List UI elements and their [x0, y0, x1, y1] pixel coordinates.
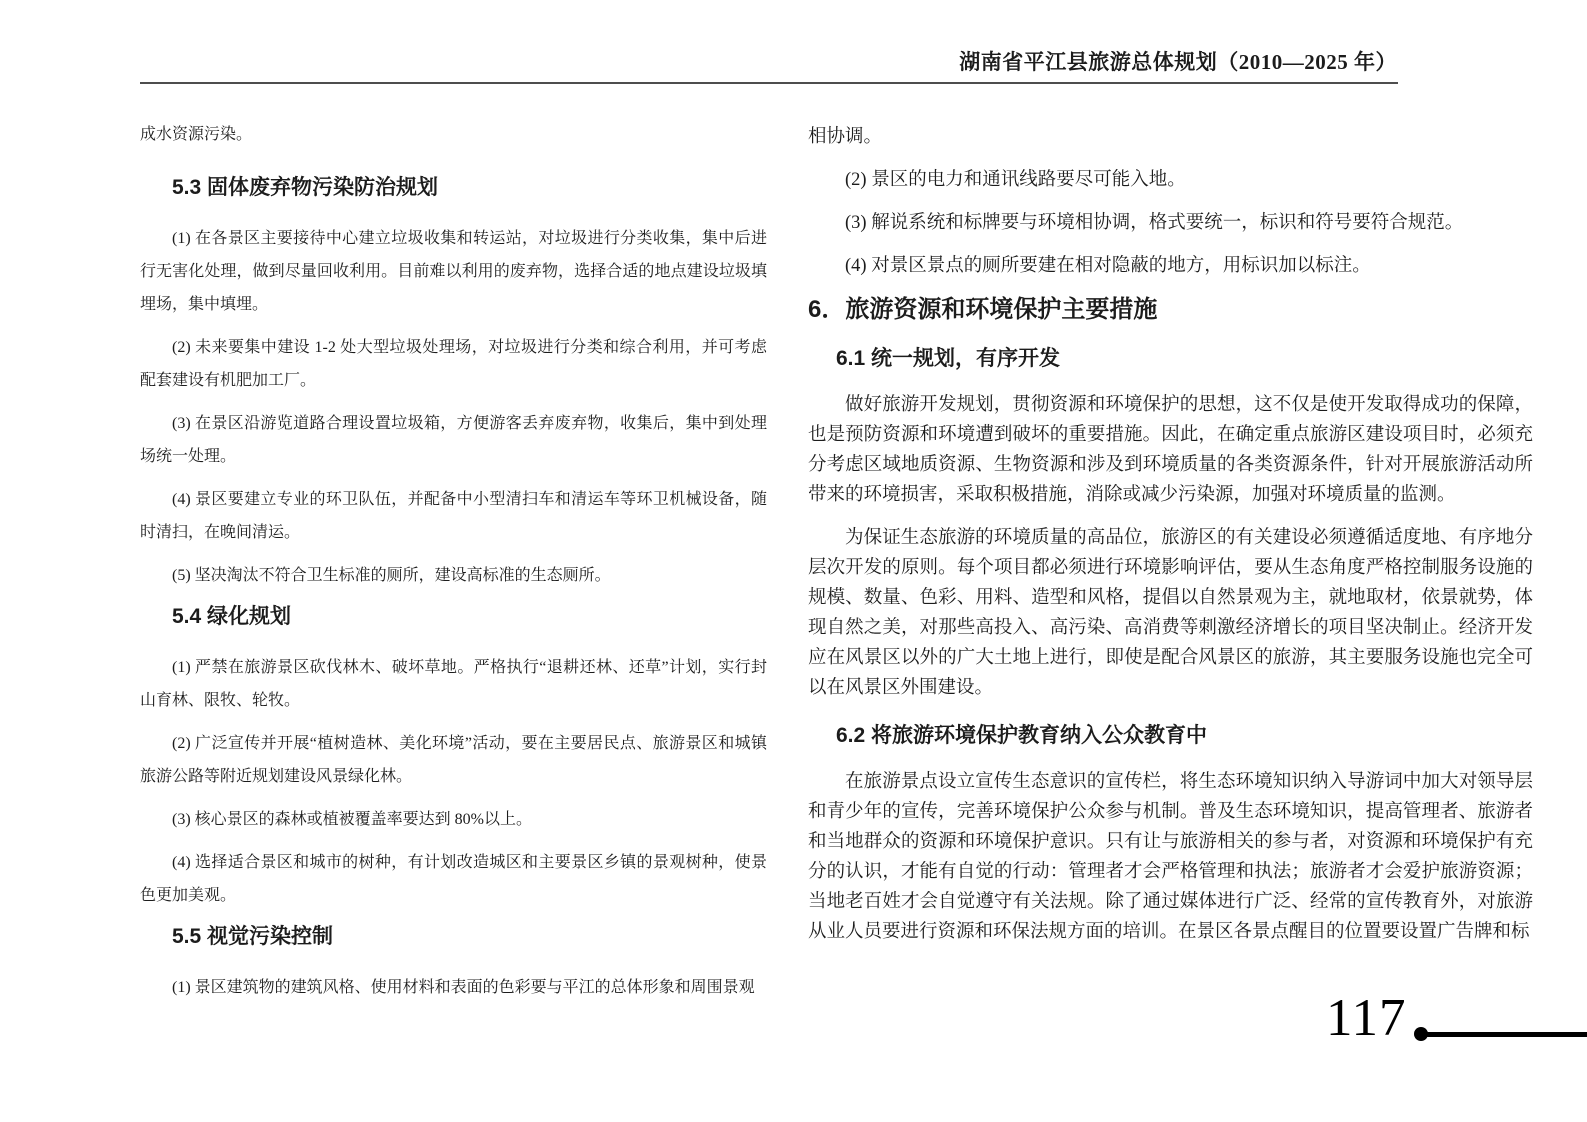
left-column: [140, 112, 767, 1014]
chapter-heading: 6．旅游资源和环境保护主要措施: [808, 296, 1158, 323]
paragraph: (3) 在景区沿游览道路合理设置垃圾箱，方便游客丢弃废弃物，收集后，集中到处理场统一处理。: [140, 415, 767, 465]
paragraph: (2) 未来要集中建设 1-2 处大型垃圾处理场，对垃圾进行分类和综合利用，并可考虑配套建设有机肥加工厂。: [140, 339, 767, 389]
footer-dot: [1414, 1027, 1428, 1041]
paragraph: (4) 对景区景点的厕所要建在相对隐蔽的地方，用标识加以标注。: [845, 256, 1371, 276]
paragraph: (3) 核心景区的森林或植被覆盖率要达到 80%以上。: [172, 811, 532, 828]
section-heading: 6.1 统一规划，有序开发: [836, 347, 1061, 370]
paragraph: (1) 景区建筑物的建筑风格、使用材料和表面的色彩要与平江的总体形象和周围景观: [172, 979, 755, 996]
section-heading: 5.4 绿化规划: [172, 605, 292, 628]
paragraph: (3) 解说系统和标牌要与环境相协调，格式要统一，标识和符号要符合规范。: [845, 213, 1464, 233]
right-column: [808, 112, 1533, 960]
page-number: 117: [1326, 989, 1407, 1047]
paragraph: (4) 景区要建立专业的环卫队伍，并配备中小型清扫车和清运车等环卫机械设备，随时清扫，在晚间清运。: [140, 491, 767, 541]
header-rule: [140, 82, 1398, 84]
section-heading: 6.2 将旅游环境保护教育纳入公众教育中: [836, 724, 1208, 747]
paragraph: (1) 在各景区主要接待中心建立垃圾收集和转运站，对垃圾进行分类收集，集中后进行无害化处理，做到尽量回收利用。目前难以利用的废弃物，选择合适的地点建设垃圾填埋场，集中填埋。: [140, 230, 767, 313]
paragraph: 做好旅游开发规划，贯彻资源和环境保护的思想，这不仅是使开发取得成功的保障，也是预防资源和环境遭到破坏的重要措施。因此，在确定重点旅游区建设项目时，必须充分考虑区域地质资源、生物资源和涉及到环境质量的各类资源条件，针对开展旅游活动所带来的环境损害，采取积极措施，消除或减少污染源，加强对环境质量的监测。: [808, 395, 1533, 505]
footer-rule: [1427, 1032, 1587, 1037]
paragraph: 在旅游景点设立宣传生态意识的宣传栏，将生态环境知识纳入导游词中加大对领导层和青少年的宣传，完善环境保护公众参与机制。普及生态环境知识，提高管理者、旅游者和当地群众的资源和环境保护意识。只有让与旅游相关的参与者，对资源和环境保护有充分的认识，才能有自觉的行动：管理者才会严格管理和执法；旅游者才会爱护旅游资源；当地老百姓才会自觉遵守有关法规。除了通过媒体进行广泛、经常的宣传教育外，对旅游从业人员要进行资源和环保法规方面的培训。在景区各景点醒目的位置要设置广告牌和标: [808, 772, 1533, 942]
paragraph: (4) 选择适合景区和城市的树种，有计划改造城区和主要景区乡镇的景观树种，使景色更加美观。: [140, 854, 767, 904]
paragraph: (2) 广泛宣传并开展“植树造林、美化环境”活动，要在主要居民点、旅游景区和城镇旅游公路等附近规划建设风景绿化林。: [140, 735, 767, 785]
section-heading: 5.5 视觉污染控制: [172, 925, 334, 948]
paragraph-continuation: 相协调。: [808, 127, 883, 147]
paragraph: (2) 景区的电力和通讯线路要尽可能入地。: [845, 170, 1186, 190]
paragraph: (5) 坚决淘汰不符合卫生标准的厕所，建设高标准的生态厕所。: [172, 567, 611, 584]
document-header-title: 湖南省平江县旅游总体规划（2010—2025 年）: [959, 50, 1397, 74]
section-heading: 5.3 固体废弃物污染防治规划: [172, 176, 439, 199]
paragraph-continuation: 成水资源污染。: [140, 126, 253, 143]
paragraph: 为保证生态旅游的环境质量的高品位，旅游区的有关建设必须遵循适度地、有序地分层次开发的原则。每个项目都必须进行环境影响评估，要从生态角度严格控制服务设施的规模、数量、色彩、用料、造型和风格，提倡以自然景观为主，就地取材，依景就势，体现自然之美，对那些高投入、高污染、高消费等刺激经济增长的项目坚决制止。经济开发应在风景区以外的广大土地上进行，即使是配合风景区的旅游，其主要服务设施也完全可以在风景区外围建设。: [808, 528, 1533, 698]
paragraph: (1) 严禁在旅游景区砍伐林木、破坏草地。严格执行“退耕还林、还草”计划，实行封山育林、限牧、轮牧。: [140, 659, 767, 709]
